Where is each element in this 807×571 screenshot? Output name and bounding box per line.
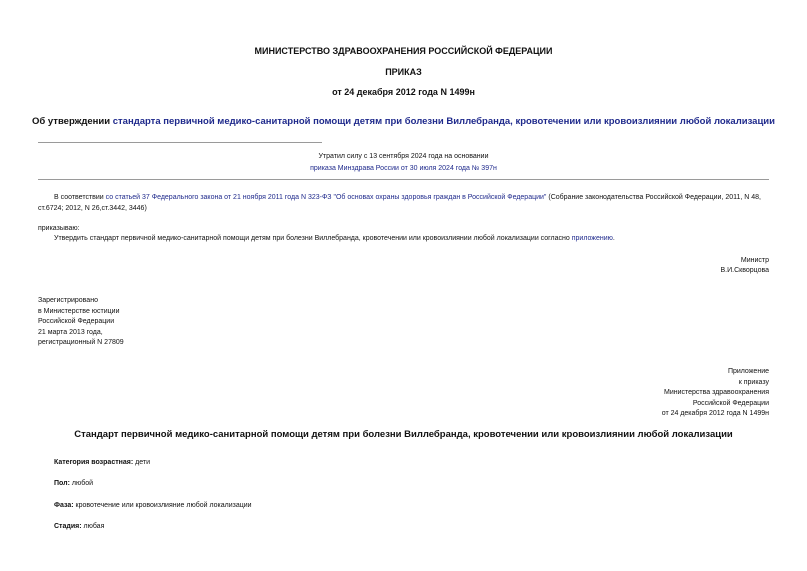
appendix-line: к приказу bbox=[738, 378, 769, 386]
registration-line: 21 марта 2013 года, bbox=[38, 328, 103, 336]
law-article-link[interactable]: со статьей 37 Федерального закона от 21 ноября 2011 года N 323-ФЗ "Об основах охраны здоровья граждан в Российской Федерации" bbox=[105, 194, 547, 201]
document-date-number: от 24 декабря 2012 года N 1499н bbox=[332, 87, 475, 97]
title-standard-link[interactable]: стандарта первичной медико-санитарной помощи детям при болезни Виллебранда, кровотечении или кровоизлиянии любой локализации bbox=[112, 116, 775, 127]
order-end: . bbox=[612, 235, 615, 242]
appendix-line: Российской Федерации bbox=[692, 399, 769, 407]
order-paragraph bbox=[54, 234, 769, 245]
field-value: любой bbox=[69, 480, 94, 487]
field-label: Стадия: bbox=[54, 523, 82, 530]
title-prefix: Об утверждении bbox=[32, 116, 113, 127]
appendix-block bbox=[500, 367, 769, 420]
appendix-link[interactable]: приложению bbox=[571, 235, 613, 242]
revocation-notice bbox=[0, 164, 807, 175]
preamble-lead: В соответствии bbox=[54, 194, 106, 201]
field-sex bbox=[54, 480, 93, 487]
document-title bbox=[0, 116, 807, 127]
field-value: любая bbox=[81, 523, 105, 530]
registration-line: Зарегистрировано bbox=[38, 297, 98, 304]
divider-short bbox=[38, 142, 322, 143]
field-label: Пол: bbox=[54, 480, 70, 487]
registration-block bbox=[38, 296, 124, 349]
preamble-paragraph bbox=[38, 193, 769, 214]
registration-line: в Министерстве юстиции bbox=[38, 307, 120, 315]
ministry-heading: МИНИСТЕРСТВО ЗДРАВООХРАНЕНИЯ РОССИЙСКОЙ ФЕДЕРАЦИИ bbox=[254, 46, 553, 56]
standard-title: Стандарт первичной медико-санитарной помощи детям при болезни Виллебранда, кровотечении или кровоизлиянии любой локализации bbox=[74, 429, 733, 440]
field-label: Категория возрастная: bbox=[54, 459, 134, 466]
appendix-line: от 24 декабря 2012 года N 1499н bbox=[661, 410, 769, 417]
revocation-notice-line1: Утратил силу с 13 сентября 2024 года на основании bbox=[318, 153, 489, 160]
field-label: Фаза: bbox=[54, 502, 74, 509]
registration-line: регистрационный N 27809 bbox=[38, 339, 124, 346]
appendix-line: Министерства здравоохранения bbox=[664, 389, 769, 396]
field-value: кровотечение или кровоизлияние любой локализации bbox=[73, 502, 252, 509]
preamble-rest: (Собрание законодательства Российской Федерации, 2011, N 48, ст.6724; 2012, N 26,ст.3442, 3446) bbox=[38, 194, 762, 212]
field-stage bbox=[54, 523, 104, 530]
document-type: ПРИКАЗ bbox=[385, 67, 422, 77]
field-phase bbox=[54, 502, 252, 509]
appendix-line: Приложение bbox=[727, 368, 769, 375]
order-text: Утвердить стандарт первичной медико-санитарной помощи детям при болезни Виллебранда, кровотечении или кровоизлиянии любой локализации согласно bbox=[54, 235, 572, 242]
registration-line: Российской Федерации bbox=[38, 318, 115, 325]
field-value: дети bbox=[133, 459, 150, 466]
revocation-order-link[interactable]: приказа Минздрава России от 30 июля 2024 года № 397н bbox=[310, 165, 497, 172]
signature-name: В.И.Скворцова bbox=[720, 267, 769, 274]
signature-position: Министр bbox=[740, 257, 769, 264]
divider-long bbox=[38, 179, 769, 180]
order-label: приказываю: bbox=[38, 225, 80, 232]
field-age-category bbox=[54, 459, 150, 466]
